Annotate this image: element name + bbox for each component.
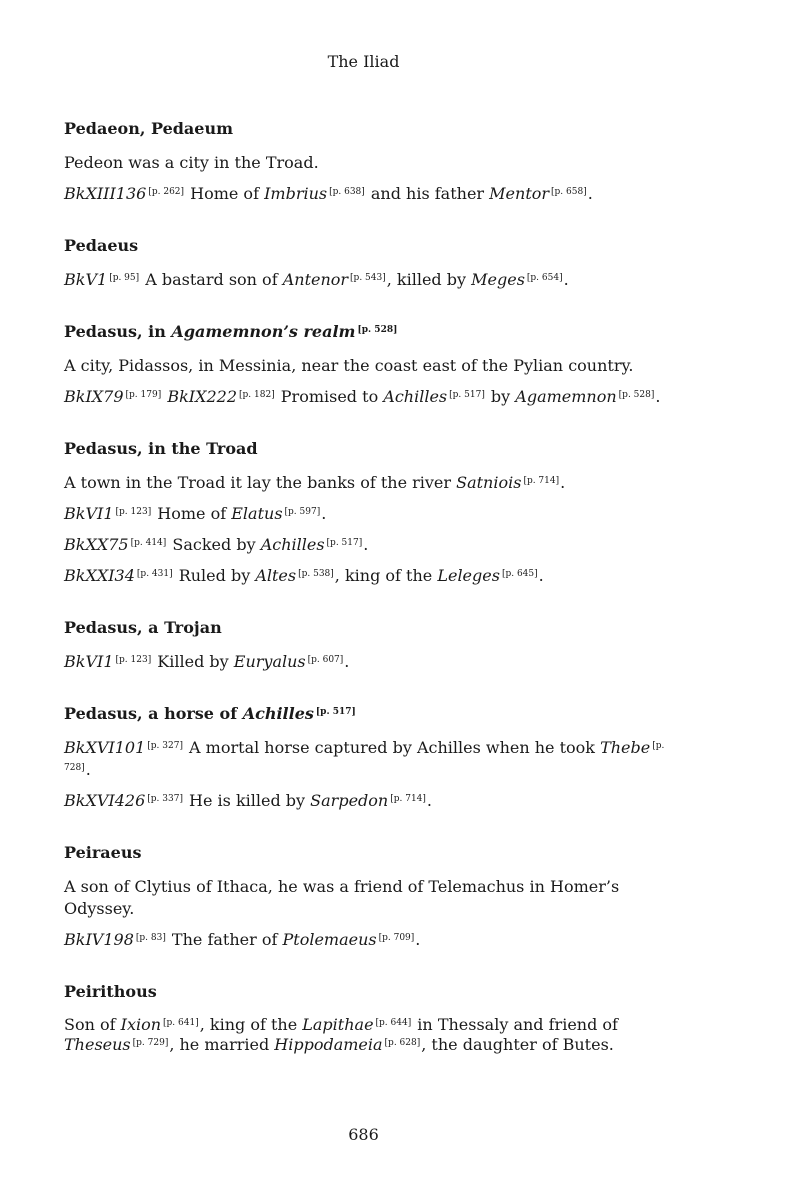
title-text: Pedasus, in (64, 322, 172, 341)
entry-title: Pedasus, in the Troad (64, 439, 258, 458)
page-ref[interactable]: [p. 182] (239, 390, 275, 400)
name-link[interactable]: Euryalus (233, 652, 306, 671)
page-ref[interactable]: [p. 543] (350, 273, 386, 283)
page-ref[interactable]: [p. 607] (307, 655, 344, 665)
page-ref[interactable]: [p. 123] (115, 655, 152, 665)
reference-line (64, 183, 684, 205)
name-link[interactable]: Agamemnon (515, 387, 617, 406)
name-link[interactable]: Meges (471, 270, 525, 289)
text: in Thessaly and friend of (412, 1015, 618, 1034)
text: A town in the Troad it lay the banks of the river (64, 473, 457, 492)
entry-pedaeus (64, 235, 684, 291)
name-link[interactable]: Elatus (231, 504, 283, 523)
text: . (560, 473, 566, 492)
page-ref[interactable]: [p. 597] (284, 507, 321, 517)
title-link[interactable]: Agamemnon’s realm (171, 322, 356, 341)
page-ref[interactable]: [p. 123] (115, 507, 152, 517)
reference-line (64, 651, 684, 673)
name-link[interactable]: Leleges (437, 566, 500, 585)
page-ref[interactable]: [p. 538] (298, 569, 334, 579)
text: . (85, 760, 91, 779)
page-number: 686 (348, 1125, 379, 1144)
book-ref-link[interactable]: BkVI1 (64, 504, 114, 523)
page-ref[interactable]: [p. 709] (378, 933, 415, 943)
entry-title (64, 321, 684, 343)
name-link[interactable]: Achilles (383, 387, 448, 406)
text: Son of (64, 1015, 121, 1034)
glossary-content (64, 118, 684, 1085)
name-link[interactable]: Ptolemaeus (282, 930, 377, 949)
book-ref-link[interactable]: BkIX222 (167, 387, 238, 406)
entry-pedasus-troad (64, 438, 684, 587)
reference-line (64, 269, 684, 291)
entry-description (64, 1015, 684, 1055)
running-header: The Iliad (327, 52, 400, 71)
entry-description: A son of Clytius of Ithaca, he was a friend of Telemachus in Homer’s Odyssey. (64, 877, 620, 918)
page-ref[interactable]: [p. 327] (147, 741, 183, 751)
name-link[interactable]: Imbrius (264, 184, 328, 203)
page-ref[interactable]: [p. 179] (125, 390, 162, 400)
reference-line (64, 790, 684, 812)
text: . (363, 535, 369, 554)
book-ref-link[interactable]: BkVI1 (64, 652, 114, 671)
book-ref-link[interactable]: BkXXI34 (64, 566, 135, 585)
text: . (426, 791, 432, 810)
page-ref[interactable]: [p. 638] (329, 187, 365, 197)
page-ref[interactable]: [p. 729] (132, 1038, 169, 1048)
book-ref-link[interactable]: BkIX79 (64, 387, 124, 406)
text: . (415, 930, 421, 949)
reference-line (64, 386, 684, 408)
reference-line (64, 737, 684, 781)
name-link[interactable]: Thebe (600, 738, 651, 757)
name-link[interactable]: Sarpedon (310, 791, 389, 810)
entry-title: Pedasus, a Trojan (64, 618, 222, 637)
page-ref[interactable]: [p. 714] (523, 476, 560, 486)
title-text: Pedasus, a horse of (64, 704, 243, 723)
page-ref[interactable]: [p. 728] (64, 741, 665, 773)
page-ref[interactable]: [p. 528] (618, 390, 655, 400)
reference-line (64, 534, 684, 556)
text: The father of (166, 930, 283, 949)
name-link[interactable]: Lapithae (302, 1015, 374, 1034)
text: . (563, 270, 569, 289)
title-link[interactable]: Achilles (242, 704, 314, 723)
page-ref[interactable]: [p. 337] (147, 794, 183, 804)
text: , killed by (386, 270, 472, 289)
page-ref[interactable]: [p. 262] (148, 187, 185, 197)
text: . (344, 652, 350, 671)
book-ref-link[interactable]: BkIV198 (64, 930, 134, 949)
book-ref-link[interactable]: BkXVI101 (64, 738, 146, 757)
name-link[interactable]: Altes (255, 566, 297, 585)
entry-description: Pedeon was a city in the Troad. (64, 153, 319, 172)
page-ref[interactable]: [p. 83] (135, 933, 166, 943)
page-ref[interactable]: [p. 517] (449, 390, 485, 400)
text: , king of the (199, 1015, 303, 1034)
page-ref[interactable]: [p. 517] (326, 538, 363, 548)
book-ref-link[interactable]: BkXIII136 (64, 184, 147, 203)
reference-line (64, 503, 684, 525)
text: . (321, 504, 327, 523)
entry-title: Peirithous (64, 982, 157, 1001)
page-ref[interactable]: [p. 431] (136, 569, 173, 579)
text: Killed by (152, 652, 234, 671)
page-ref[interactable]: [p. 414] (130, 538, 167, 548)
entry-pedaeon (64, 118, 684, 205)
page-ref[interactable]: [p. 517] (315, 707, 356, 717)
entry-pedasus-trojan (64, 617, 684, 673)
page-ref[interactable]: [p. 95] (109, 273, 140, 283)
entry-description (64, 472, 684, 494)
text: Promised to (275, 387, 384, 406)
entry-description: A city, Pidassos, in Messinia, near the coast east of the Pylian country. (64, 356, 634, 375)
page-ref[interactable]: [p. 645] (501, 569, 538, 579)
entry-title: Peiraeus (64, 843, 142, 862)
text: , he married (169, 1035, 275, 1054)
page-ref[interactable]: [p. 654] (526, 273, 563, 283)
text: Ruled by (173, 566, 256, 585)
text: A mortal horse captured by Achilles when he took (183, 738, 601, 757)
text: and his father (365, 184, 490, 203)
text: . (538, 566, 544, 585)
name-link[interactable]: Antenor (282, 270, 349, 289)
text: Home of (152, 504, 232, 523)
name-link[interactable]: Achilles (260, 535, 325, 554)
entry-pedasus-agamemnon (64, 321, 684, 408)
name-link[interactable]: Hippodameia (274, 1035, 383, 1054)
page-ref[interactable]: [p. 644] (375, 1018, 412, 1028)
entry-peirithous (64, 981, 684, 1055)
reference-line (64, 565, 684, 587)
text: Home of (185, 184, 265, 203)
text: , the daughter of Butes. (421, 1035, 614, 1054)
page-ref[interactable]: [p. 658] (551, 187, 587, 197)
entry-peiraeus (64, 842, 684, 951)
text: . (655, 387, 661, 406)
text: by (485, 387, 516, 406)
page-ref[interactable]: [p. 714] (390, 794, 426, 804)
entry-pedasus-horse (64, 703, 684, 812)
text: A bastard son of (140, 270, 283, 289)
book-ref-link[interactable]: BkV1 (64, 270, 108, 289)
text: He is killed by (183, 791, 311, 810)
page-ref[interactable]: [p. 628] (384, 1038, 421, 1048)
entry-title: Pedaeus (64, 236, 139, 255)
name-link[interactable]: Theseus (64, 1035, 131, 1054)
text: Sacked by (167, 535, 261, 554)
book-ref-link[interactable]: BkXX75 (64, 535, 129, 554)
reference-line (64, 929, 684, 951)
entry-title: Pedaeon, Pedaeum (64, 119, 234, 138)
page-ref[interactable]: [p. 641] (163, 1018, 199, 1028)
name-link[interactable]: Mentor (489, 184, 550, 203)
text: , king of the (334, 566, 438, 585)
entry-title (64, 703, 684, 725)
page-ref[interactable]: [p. 528] (357, 325, 398, 335)
text: . (587, 184, 593, 203)
name-link[interactable]: Ixion (120, 1015, 162, 1034)
name-link[interactable]: Satniois (456, 473, 522, 492)
book-ref-link[interactable]: BkXVI426 (64, 791, 146, 810)
